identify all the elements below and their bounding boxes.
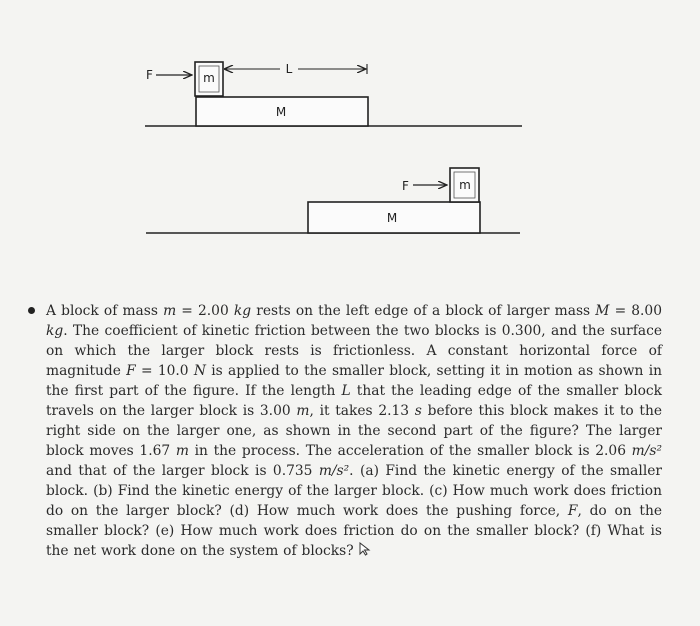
force-label-1: F bbox=[146, 68, 153, 82]
figure-part-2 bbox=[146, 168, 520, 233]
text-segment: rests on the left edge of a block of larger mass bbox=[251, 303, 596, 319]
unit-N: N bbox=[193, 363, 206, 379]
text-segment: . (a) Find the kinetic energy of the smaller block. (b) Find the kinetic energy of the larger block. (c) How much work does friction do on the larger block? (d) How much work does the pushing force, bbox=[46, 463, 662, 519]
var-L: L bbox=[341, 383, 351, 399]
text-segment: that the leading edge of the smaller block travels on the larger block is 3.00 bbox=[46, 383, 662, 419]
large-block-2-label: M bbox=[386, 211, 398, 225]
unit-accel: m/s² bbox=[318, 463, 350, 479]
text-segment: is applied to the smaller block, setting it in motion as shown in the first part of the figure. If the length bbox=[46, 363, 662, 399]
text-segment: in the process. The acceleration of the smaller block is 2.06 bbox=[188, 443, 632, 459]
small-block-2-label: m bbox=[459, 178, 471, 192]
problem-text bbox=[46, 301, 662, 562]
text-segment: = 10.0 bbox=[135, 363, 194, 379]
cursor-icon bbox=[359, 542, 371, 562]
text-segment: and that of the larger block is 0.735 bbox=[46, 463, 319, 479]
unit-accel: m/s² bbox=[631, 443, 663, 459]
var-F-vector: F bbox=[567, 503, 578, 519]
unit-m: m bbox=[175, 443, 189, 459]
text-segment: before this block makes it to the right side on the larger one, as shown in the second part of the figure? The larger block moves 1.67 bbox=[46, 403, 663, 459]
list-bullet bbox=[28, 307, 35, 314]
large-block-1-label: M bbox=[275, 105, 287, 119]
text-segment: A block of mass bbox=[46, 303, 164, 319]
small-block-1-label: m bbox=[203, 71, 215, 85]
problem-figure bbox=[0, 0, 700, 260]
text-segment: = 8.00 bbox=[609, 303, 662, 319]
text-segment: . The coefficient of kinetic friction between the two blocks is 0.300, and the surface on which the larger block rests is frictionless. A constant horizontal force of magnitude bbox=[46, 323, 662, 379]
var-F: F bbox=[126, 363, 136, 379]
text-segment: = 2.00 bbox=[176, 303, 234, 319]
var-m: m bbox=[163, 303, 177, 319]
length-label: L bbox=[285, 62, 293, 76]
text-segment: , do on the smaller block? (e) How much work does friction do on the smaller block? (f) What is the net work done on the system of blocks? bbox=[46, 503, 663, 559]
force-label-2: F bbox=[402, 179, 409, 193]
var-M: M bbox=[595, 303, 610, 319]
unit-s: s bbox=[414, 403, 422, 419]
unit-kg: kg bbox=[233, 303, 252, 319]
unit-kg: kg bbox=[46, 323, 64, 339]
unit-m: m bbox=[296, 403, 310, 419]
figure-part-1 bbox=[145, 62, 522, 126]
text-segment: , it takes 2.13 bbox=[309, 403, 415, 419]
